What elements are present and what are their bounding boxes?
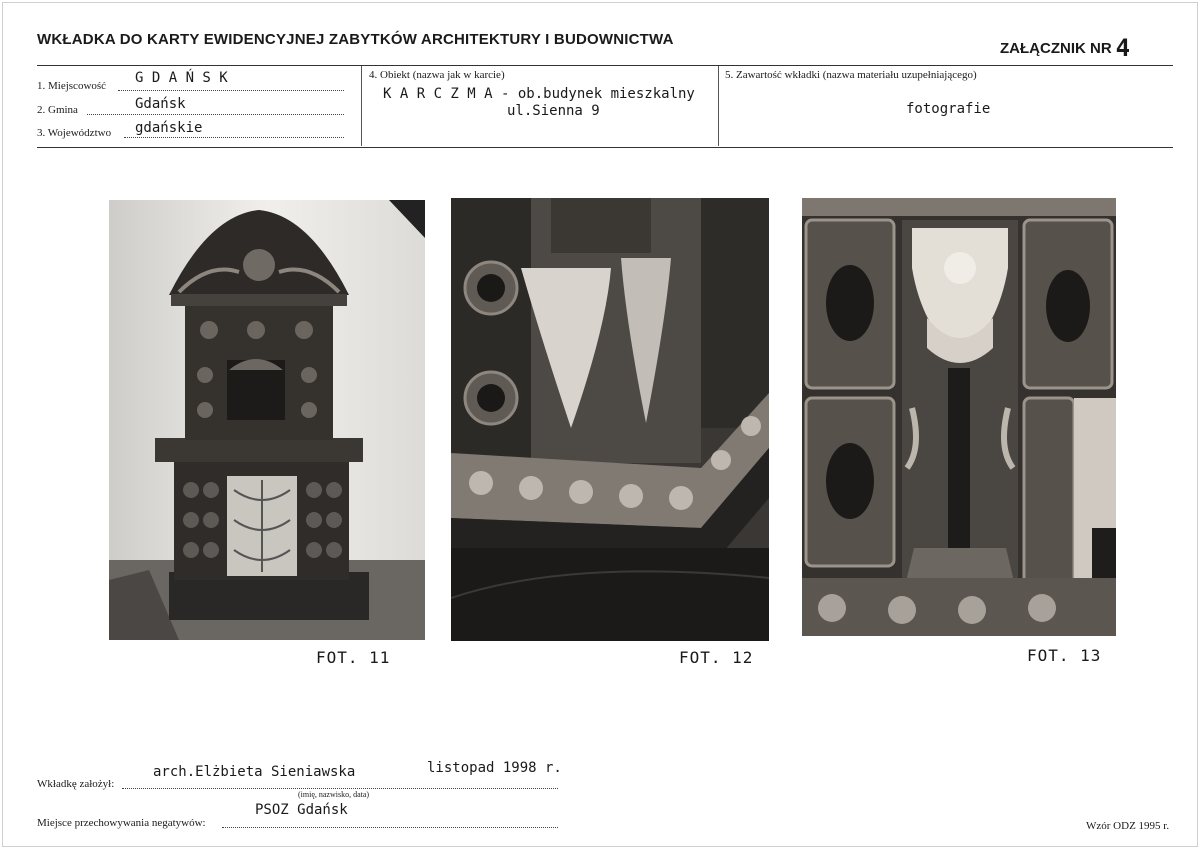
- photo-stove-corner: [451, 198, 769, 641]
- wojewodztwo-value: gdańskie: [135, 120, 203, 136]
- gmina-dots: [87, 114, 344, 115]
- zawartosc-value: fotografie: [906, 101, 991, 117]
- zalozyl-date: listopad 1998 r.: [427, 760, 562, 776]
- column-divider-1: [361, 66, 362, 146]
- obiekt-label: 4. Obiekt (nazwa jak w karcie): [369, 69, 505, 81]
- wojewodztwo-label: 3. Województwo: [37, 127, 112, 139]
- annex-label: [1000, 31, 1131, 62]
- zawartosc-label: 5. Zawartość wkładki (nazwa materiału uzupełniającego): [725, 69, 977, 81]
- header-bottom-rule: [37, 147, 1173, 148]
- photo-caption-13: FOT. 13: [1027, 646, 1102, 665]
- obiekt-line2: ul.Sienna 9: [507, 103, 600, 119]
- document-title: WKŁADKA DO KARTY EWIDENCYJNEJ ZABYTKÓW ARCHITEKTURY I BUDOWNICTWA: [37, 31, 674, 48]
- zalozyl-label: Wkładkę założył:: [37, 778, 115, 790]
- miejsce-label: Miejsce przechowywania negatywów:: [37, 817, 206, 829]
- gmina-value: Gdańsk: [135, 96, 186, 112]
- annex-number: 4: [1115, 34, 1131, 62]
- miejsce-value: PSOZ Gdańsk: [255, 802, 348, 818]
- miejscowosc-dots: [118, 90, 344, 91]
- zalozyl-sublabel: (imię, nazwisko, data): [298, 790, 370, 799]
- miejscowosc-label: 1. Miejscowość: [37, 80, 107, 92]
- photo-caption-12: FOT. 12: [679, 648, 754, 667]
- photo-stove-full: [109, 200, 425, 640]
- photo-stove-tiles: [802, 198, 1116, 636]
- header-top-rule: [37, 65, 1173, 66]
- obiekt-line1: K A R C Z M A - ob.budynek mieszkalny: [383, 86, 695, 102]
- gmina-label: 2. Gmina: [37, 104, 78, 116]
- photo-caption-11: FOT. 11: [316, 648, 391, 667]
- form-version: Wzór ODZ 1995 r.: [1086, 820, 1170, 832]
- zalozyl-dots: [122, 788, 558, 789]
- column-divider-2: [718, 66, 719, 146]
- wojewodztwo-dots: [124, 137, 344, 138]
- miejscowosc-value: G D A Ń S K: [135, 70, 228, 86]
- miejsce-dots: [222, 827, 558, 828]
- zalozyl-value: arch.Elżbieta Sieniawska: [153, 764, 356, 780]
- annex-label-text: ZAŁĄCZNIK NR: [1000, 40, 1112, 57]
